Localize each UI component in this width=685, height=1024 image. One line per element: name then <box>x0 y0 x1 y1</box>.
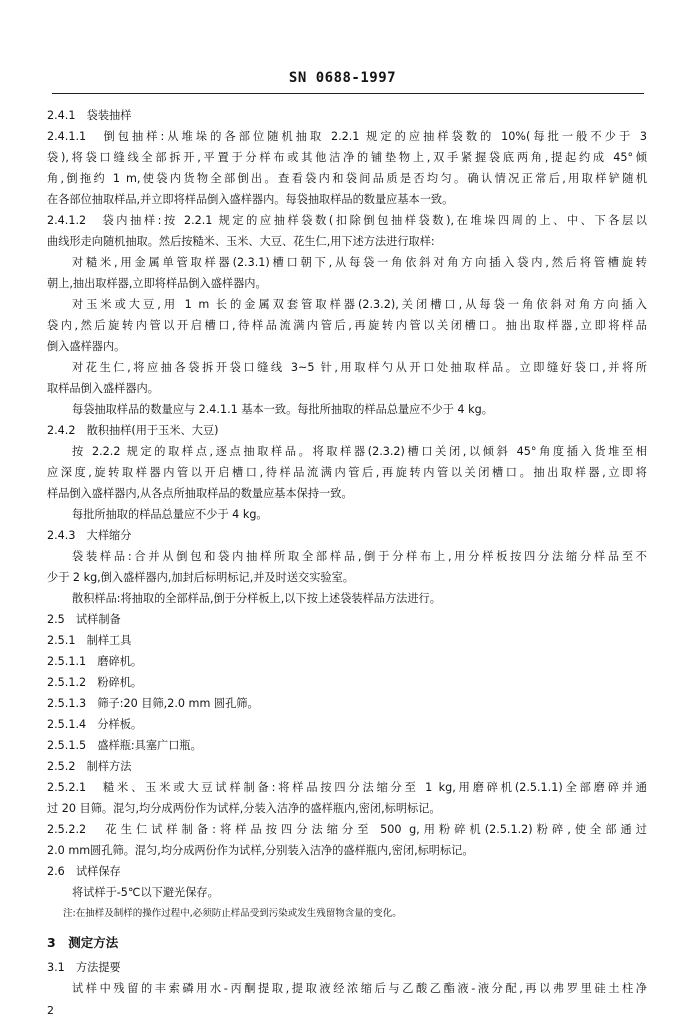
paragraph-line: 袋内,然后旋转内管以开启槽口,待样品流满内管后,再旋转内管以关闭槽口。抽出取样器,立即将样品 <box>47 319 647 332</box>
paragraph-line: 将试样于-5℃以下避光保存。 <box>72 886 219 899</box>
paragraph-line: 2.0 mm圆孔筛。混匀,均分成两份作为试样,分别装入洁净的盛样瓶内,密闭,标明标记。 <box>47 844 474 857</box>
section-heading: 2.5.1 制样工具 <box>47 634 132 647</box>
section-heading: 2.4.3 大样缩分 <box>47 529 132 542</box>
paragraph-line: 散积样品:将抽取的全部样品,倒于分样板上,以下按上述袋装样品方法进行。 <box>72 592 441 605</box>
paragraph-line: 按 2.2.2 规定的取样点,逐点抽取样品。将取样器(2.3.2)槽口关闭,以倾斜 45°角度插入货堆至相 <box>72 445 647 458</box>
paragraph-line: 袋),将袋口缝线全部拆开,平置于分样布或其他洁净的铺垫物上,双手紧握袋底两角,提起约成 45°倾 <box>47 151 647 164</box>
paragraph-line: 倒入盛样器内。 <box>47 340 126 353</box>
section-heading: 3.1 方法提要 <box>47 961 121 974</box>
list-item: 2.5.1.2 粉碎机。 <box>47 676 143 689</box>
paragraph-line: 应深度,旋转取样器内管以开启槽口,待样品流满内管后,再旋转内管以关闭槽口。抽出取样器,立即将 <box>47 466 647 479</box>
list-item: 2.5.1.3 筛子:20 目筛,2.0 mm 圆孔筛。 <box>47 697 259 710</box>
paragraph-line: 2.4.1.2 袋内抽样:按 2.2.1 规定的应抽样袋数(扣除倒包抽样袋数),在堆垛四周的上、中、下各层以 <box>47 214 647 227</box>
paragraph-line: 少于 2 kg,倒入盛样器内,加封后标明标记,并及时送交实验室。 <box>47 571 354 584</box>
paragraph-line: 试样中残留的丰索磷用水-丙酮提取,提取液经浓缩后与乙酸乙酯液-液分配,再以弗罗里硅土柱净 <box>72 982 647 995</box>
paragraph-line: 2.5.2.2 花生仁试样制备:将样品按四分法缩分至 500 g,用粉碎机(2.5.1.2)粉碎,使全部通过 <box>47 823 647 836</box>
list-item: 2.5.1.5 盛样瓶:具塞广口瓶。 <box>47 739 202 752</box>
paragraph-line: 每批所抽取的样品总量应不少于 4 kg。 <box>72 508 268 521</box>
paragraph-line: 2.5.2.1 糙米、玉米或大豆试样制备:将样品按四分法缩分至 1 kg,用磨碎机(2.5.1.1)全部磨碎并通 <box>47 781 647 794</box>
section-heading: 2.5 试样制备 <box>47 613 121 626</box>
section-heading: 2.4.1 袋装抽样 <box>47 109 132 122</box>
chapter-heading: 3 测定方法 <box>47 936 119 950</box>
paragraph-line: 角,倒拖约 1 m,使袋内货物全部倒出。查看袋内和袋间品质是否均匀。确认情况正常后,用取样铲随机 <box>47 172 647 185</box>
paragraph-line: 朝上,抽出取样器,立即将样品倒入盛样器内。 <box>47 277 267 290</box>
paragraph-line: 对花生仁,将应抽各袋拆开袋口缝线 3~5 针,用取样勺从开口处抽取样品。立即缝好袋口,并将所 <box>72 361 647 374</box>
list-item: 2.5.1.4 分样板。 <box>47 718 143 731</box>
paragraph-line: 过 20 目筛。混匀,均分成两份作为试样,分装入洁净的盛样瓶内,密闭,标明标记。 <box>47 802 441 815</box>
page-number: 2 <box>47 1004 54 1017</box>
paragraph-line: 在各部位抽取样品,并立即将样品倒入盛样器内。每袋抽取样品的数量应基本一致。 <box>47 193 454 206</box>
section-heading: 2.4.2 散积抽样(用于玉米、大豆) <box>47 424 219 437</box>
paragraph-line: 样品倒入盛样器内,从各点所抽取样品的数量应基本保持一致。 <box>47 487 353 500</box>
note-line: 注:在抽样及制样的操作过程中,必须防止样品受到污染或发生残留物含量的变化。 <box>63 908 402 919</box>
paragraph-line: 曲线形走向随机抽取。然后按糙米、玉米、大豆、花生仁,用下述方法进行取样: <box>47 235 435 248</box>
list-item: 2.5.1.1 磨碎机。 <box>47 655 143 668</box>
standard-number-header: SN 0688-1997 <box>288 70 397 86</box>
paragraph-line: 对玉米或大豆,用 1 m 长的金属双套管取样器(2.3.2),关闭槽口,从每袋一角依斜对角方向插入 <box>72 298 647 311</box>
paragraph-line: 袋装样品:合并从倒包和袋内抽样所取全部样品,倒于分样布上,用分样板按四分法缩分样品至不 <box>72 550 647 563</box>
paragraph-line: 对糙米,用金属单管取样器(2.3.1)槽口朝下,从每袋一角依斜对角方向插入袋内,然后将管槽旋转 <box>72 256 647 269</box>
section-heading: 2.6 试样保存 <box>47 865 121 878</box>
header-rule <box>52 93 644 94</box>
paragraph-line: 2.4.1.1 倒包抽样:从堆垛的各部位随机抽取 2.2.1 规定的应抽样袋数的 10%(每批一般不少于 3 <box>47 130 647 143</box>
paragraph-line: 取样品倒入盛样器内。 <box>47 382 159 395</box>
paragraph-line: 每袋抽取样品的数量应与 2.4.1.1 基本一致。每批所抽取的样品总量应不少于 4 kg。 <box>72 403 493 416</box>
section-heading: 2.5.2 制样方法 <box>47 760 132 773</box>
